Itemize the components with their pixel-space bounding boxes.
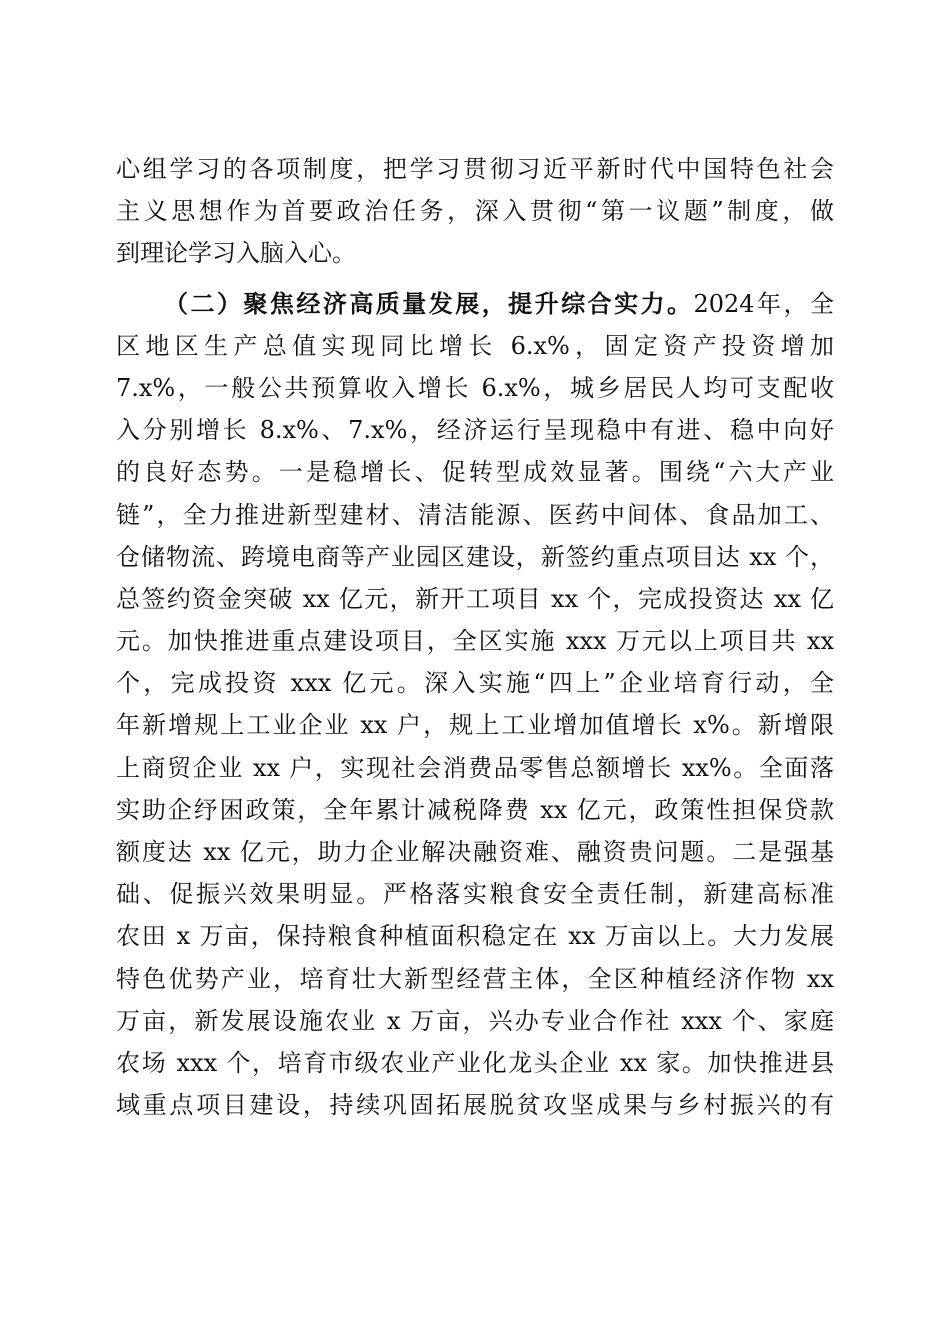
text-line: 入分别增长 8.x%、7.x%，经济运行呈现稳中有进、稳中向好 <box>116 416 834 445</box>
text-line: 的良好态势。一是稳增长、促转型成效显著。围绕“六大产业 <box>116 458 834 487</box>
text-line: 上商贸企业 xx 户，实现社会消费品零售总额增长 xx%。全面落 <box>116 753 834 782</box>
text-line: 万亩，新发展设施农业 x 万亩，兴办专业合作社 xxx 个、家庭 <box>116 1006 834 1035</box>
text-line: 域重点项目建设，持续巩固拓展脱贫攻坚成果与乡村振兴的有 <box>116 1091 834 1120</box>
text-line: 个，完成投资 xxx 亿元。深入实施“四上”企业培育行动，全 <box>116 669 834 698</box>
text-line <box>116 283 834 325</box>
text-line: 链”，全力推进新型建材、清洁能源、医药中间体、食品加工、 <box>116 500 834 529</box>
text-line: 元。加快推进重点建设项目，全区实施 xxx 万元以上项目共 xx <box>116 627 834 656</box>
paragraph-gap <box>116 275 834 283</box>
text-line: 主义思想作为首要政治任务，深入贯彻“第一议题”制度，做 <box>116 197 834 226</box>
text-line: 到理论学习入脑入心。 <box>116 239 356 268</box>
text-line: 农场 xxx 个，培育市级农业产业化龙头企业 xx 家。加快推进县 <box>116 1048 834 1077</box>
text-line: 心组学习的各项制度，把学习贯彻习近平新时代中国特色社会 <box>116 155 834 183</box>
text-line: 额度达 xx 亿元，助力企业解决融资难、融资贵问题。二是强基 <box>116 838 834 866</box>
text-line: 总签约资金突破 xx 亿元，新开工项目 xx 个，完成投资达 xx 亿 <box>116 584 834 613</box>
text-line: 仓储物流、跨境电商等产业园区建设，新签约重点项目达 xx 个， <box>116 542 834 571</box>
text-line: 础、促振兴效果明显。严格落实粮食安全责任制，新建高标准 <box>116 880 834 909</box>
text-line: 年新增规上工业企业 xx 户，规上工业增加值增长 x%。新增限 <box>116 711 834 740</box>
section-heading: （二）聚焦经济高质量发展，提升综合实力。 <box>164 288 694 318</box>
text-line: 实助企纾困政策，全年累计减税降费 xx 亿元，政策性担保贷款 <box>116 795 834 824</box>
text-span: 2024年，全 <box>693 289 834 318</box>
text-line: 区地区生产总值实现同比增长 6.x%，固定资产投资增加 <box>116 331 834 360</box>
text-line: 特色优势产业，培育壮大新型经营主体，全区种植经济作物 xx <box>116 964 834 993</box>
text-line: 7.x%，一般公共预算收入增长 6.x%，城乡居民人均可支配收 <box>116 373 834 402</box>
document-page <box>116 148 834 1126</box>
text-line: 农田 x 万亩，保持粮食种植面积稳定在 xx 万亩以上。大力发展 <box>116 922 834 951</box>
